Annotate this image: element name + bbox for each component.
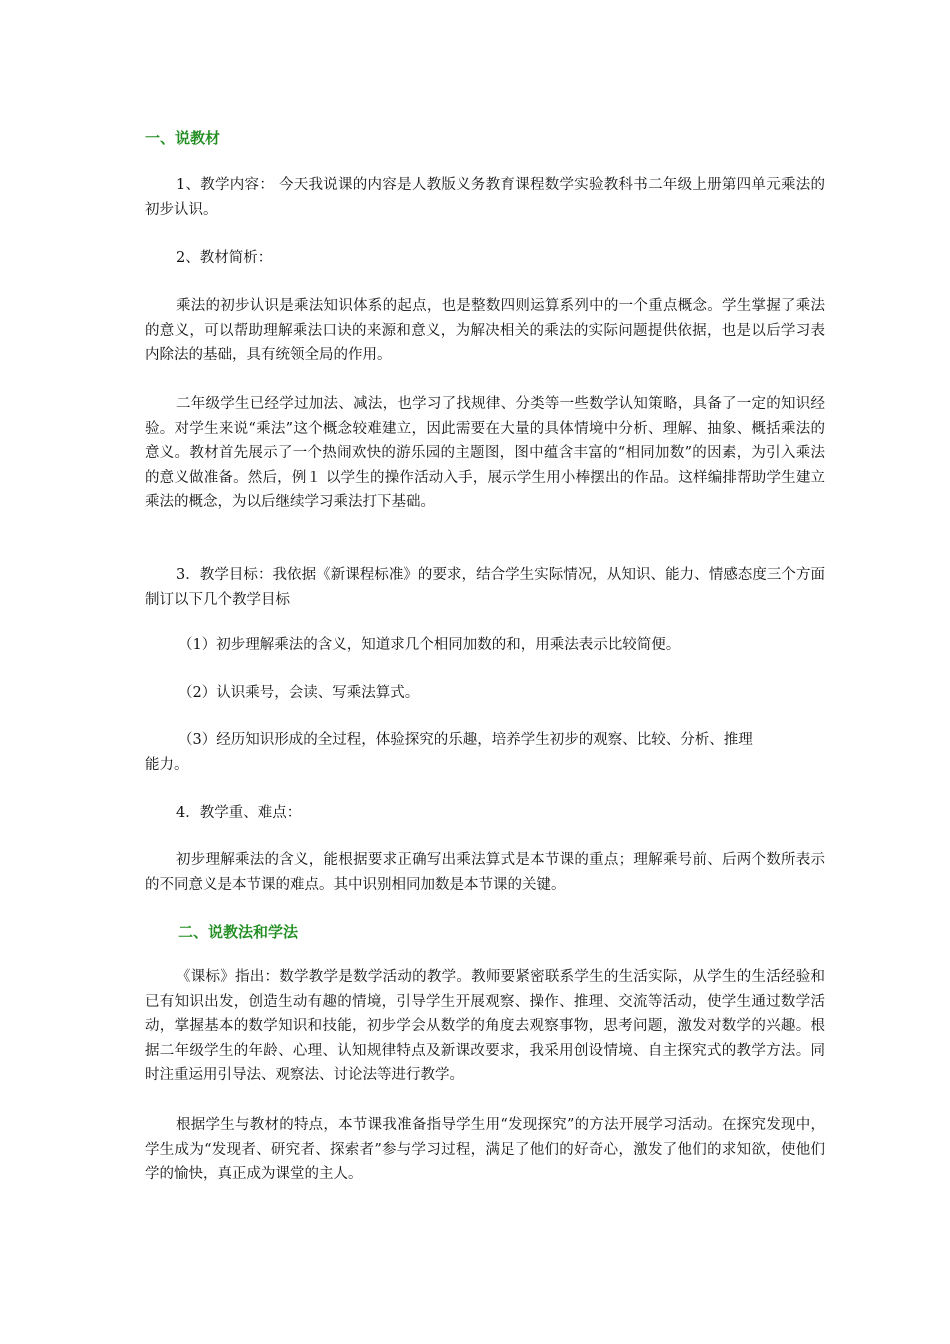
paragraph-analysis-title: 2、教材简析： bbox=[176, 250, 273, 266]
goal-item-3-line2: 能力。 bbox=[145, 756, 189, 773]
section-heading-2: 二、说教法和学法 bbox=[178, 923, 299, 941]
goal-item-3 bbox=[145, 728, 830, 777]
paragraph-teaching-content: 1、教学内容： 今天我说课的内容是人教版义务教育课程数学实验教科书二年级上册第四单元乘法的初步认识。 bbox=[145, 177, 825, 218]
goal-item-3-line1: （3）经历知识形成的全过程，体验探究的乐趣，培养学生初步的观察、比较、分析、推理 bbox=[178, 732, 753, 748]
paragraph-goals: 3．教学目标：我依据《新课程标准》的要求，结合学生实际情况，从知识、能力、情感态度三个方面制订以下几个教学目标 bbox=[145, 567, 825, 608]
section-heading-1: 一、说教材 bbox=[145, 129, 221, 147]
goal-item-2: （2）认识乘号，会读、写乘法算式。 bbox=[178, 685, 420, 701]
paragraph-analysis-2: 二年级学生已经学过加法、减法，也学习了找规律、分类等一些数学认知策略，具备了一定的知识经验。对学生来说“乘法”这个概念较难建立，因此需要在大量的具体情境中分析、理解、抽象、概括乘法的意义。教材首先展示了一个热闹欢快的游乐园的主题图，图中蕴含丰富的“相同加数”的因素，为引入乘法的意义做准备。然后，例１ 以学生的操作活动入手，展示学生用小棒摆出的作品。这样编排帮助学生建立乘法的概念，为以后继续学习乘法打下基础。 bbox=[145, 396, 825, 510]
paragraph-analysis-1: 乘法的初步认识是乘法知识体系的起点，也是整数四则运算系列中的一个重点概念。学生掌握了乘法的意义，可以帮助理解乘法口诀的来源和意义，为解决相关的乘法的实际问题提供依据，也是以后学习表内除法的基础，具有统领全局的作用。 bbox=[145, 298, 825, 363]
paragraph-key-points: 初步理解乘法的含义，能根据要求正确写出乘法算式是本节课的重点；理解乘号前、后两个数所表示的不同意义是本节课的难点。其中识别相同加数是本节课的关键。 bbox=[145, 852, 825, 893]
paragraph-key-title: 4．教学重、难点： bbox=[176, 805, 302, 821]
paragraph-method-2: 根据学生与教材的特点，本节课我准备指导学生用“发现探究”的方法开展学习活动。在探究发现中，学生成为“发现者、研究者、探索者”参与学习过程，满足了他们的好奇心，激发了他们的求知欲，使他们学的愉快，真正成为课堂的主人。 bbox=[145, 1117, 825, 1182]
goal-item-1: （1）初步理解乘法的含义，知道求几个相同加数的和，用乘法表示比较简便。 bbox=[178, 637, 681, 653]
paragraph-method-1: 《课标》指出：数学教学是数学活动的教学。教师要紧密联系学生的生活实际，从学生的生活经验和已有知识出发，创造生动有趣的情境，引导学生开展观察、操作、推理、交流等活动，使学生通过数学活动，掌握基本的数学知识和技能，初步学会从数学的角度去观察事物，思考问题，激发对数学的兴趣。根据二年级学生的年龄、心理、认知规律特点及新课改要求，我采用创设情境、自主探究式的教学方法。同时注重运用引导法、观察法、讨论法等进行教学。 bbox=[145, 969, 825, 1083]
